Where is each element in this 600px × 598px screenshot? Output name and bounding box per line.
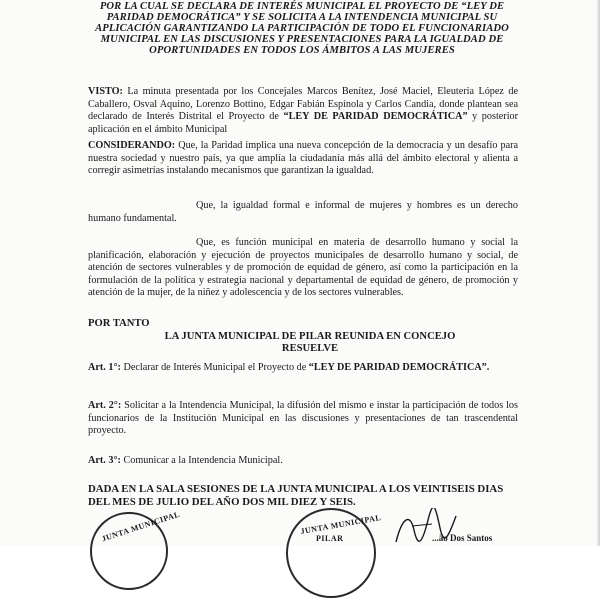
article-2-text: Solicitar a la Intendencia Municipal, la difusión del mismo e instar la participación de todos los funcionarios de la Institución Municipal en las discusiones y presentaciones de tan trascendental proyecto. — [88, 400, 518, 437]
considerando-paragraph-2: Que, la igualdad formal e informal de mujeres y hombres es un derecho humano fundamental. — [88, 200, 518, 224]
considerando-paragraph-3: Que, es función municipal en materia de desarrollo humano y social la planificación, elaboración y ejecución de proyectos municipales de desarrollo humano y social, de atención de sectores vulnerables y de promoción de equidad de género, así como la participación en la formulación de la política y estrategia nacional y departamental de equidad de género, de promoción y atención de la mujer, de la niñez y adolescencia y de los sectores vulnerables. — [88, 237, 518, 299]
signatory-name: ...ão Dos Santos — [432, 533, 493, 543]
resolution-heading: POR LA CUAL SE DECLARA DE INTERÉS MUNICIPAL EL PROYECTO DE “LEY DE PARIDAD DEMOCRÁTICA” Y SE SOLICITA A LA INTENDENCIA MUNICIPAL SU APLICACIÓN GARANTIZANDO LA PARTICIPACIÓN DE TODO EL FUNCIONARIADO MUNICIPAL EN LAS DISCUSIONES Y PRESENTACIONES PARA LA IGUALDAD DE OPORTUNIDADES EN TODOS LOS ÁMBITOS A LAS MUJERES — [95, 1, 509, 56]
considerando-label: CONSIDERANDO: — [88, 140, 176, 151]
junta-heading: LA JUNTA MUNICIPAL DE PILAR REUNIDA EN CONCEJO — [164, 331, 456, 342]
considerando-paragraph-1 — [88, 140, 518, 178]
visto-paragraph — [88, 86, 518, 136]
dada-closing: DADA EN LA SALA SESIONES DE LA JUNTA MUNICIPAL A LOS VEINTISEIS DIAS DEL MES DE JULIO DEL AÑO DOS MIL DIEZ Y SEIS. — [88, 483, 504, 508]
page-edge-shadow — [596, 0, 600, 546]
seal-right-text-bottom: PILAR — [316, 534, 344, 543]
seal-right-text-top: JUNTA MUNICIPAL — [299, 512, 382, 537]
resuelve-heading: RESUELVE — [281, 343, 339, 354]
article-3-label: Art. 3°: — [88, 455, 121, 466]
considerando-text-1: Que, la Paridad implica una nueva concepción de la democracia y un desafío para nuestra sociedad y nuestro país, ya que amplía la ciudadanía más allá del ámbito electoral y alienta a corregir asimetrías instalando mecanismos que garantizan la igualdad. — [88, 140, 519, 177]
seal-left-text: JUNTA MUNICIPAL — [100, 509, 182, 544]
article-1-project: “LEY DE PARIDAD DEMOCRÁTICA”. — [308, 362, 490, 373]
article-1-text: Declarar de Interés Municipal el Proyecto de — [123, 362, 307, 373]
visto-label: VISTO: — [88, 86, 123, 97]
visto-text: La minuta presentada por los Concejales Marcos Benítez, José Maciel, Eleuteria López de Caballero, Osval Aquino, Lorenzo Bottino, Edgar Fabián Espínola y Carlos Candia, donde plantean sea declarado de Interés Distrital el Proyecto de — [88, 86, 518, 123]
article-1 — [88, 362, 518, 375]
visto-tail: y posterior aplicación en el ámbito Municipal — [88, 111, 519, 135]
article-3-text: Comunicar a la Intendencia Municipal. — [123, 455, 283, 466]
visto-project: “LEY DE PARIDAD DEMOCRÁTICA” — [283, 111, 468, 123]
article-2 — [88, 400, 518, 438]
article-2-label: Art. 2°: — [88, 400, 122, 411]
article-1-label: Art. 1°: — [88, 362, 121, 373]
por-tanto-heading: POR TANTO — [88, 318, 150, 329]
article-3 — [88, 455, 518, 468]
